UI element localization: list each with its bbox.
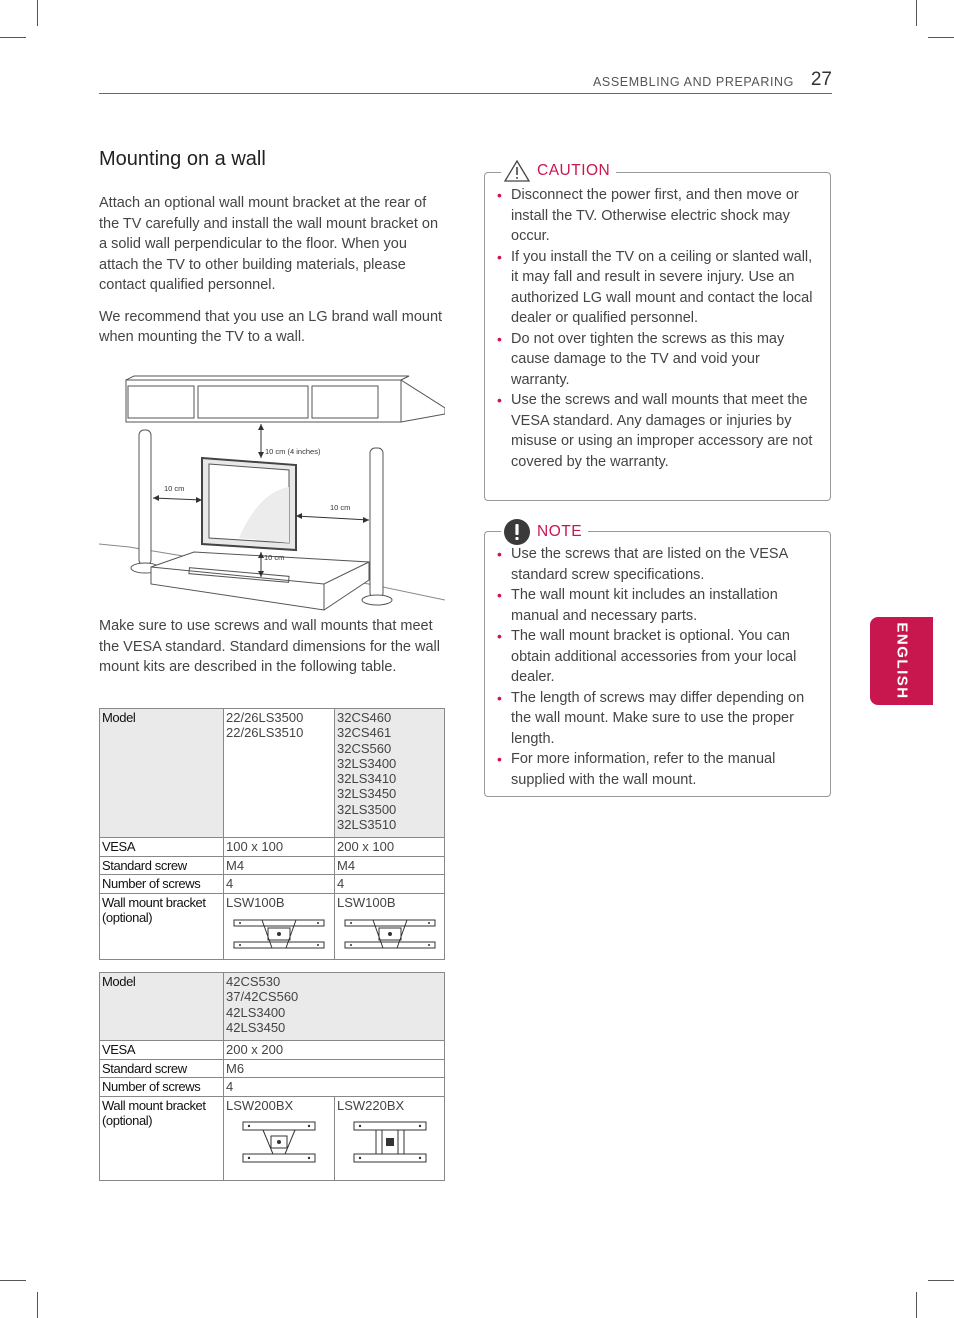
bracket-lsw220bx-icon [352,1119,428,1165]
bracket-cell [335,893,445,959]
crop-mark [0,37,26,38]
bracket-cell [224,893,335,959]
model-name: 42CS530 [226,974,281,989]
list-item [497,688,820,750]
language-tab-label: ENGLISH [893,622,910,700]
caution-heading [501,159,616,183]
crop-mark [37,1292,38,1318]
list-item [497,626,820,688]
model-name: 22/26LS3500 [226,710,304,725]
model-name: 32LS3510 [337,817,397,833]
table-cell: 100 x 100 [224,838,335,857]
caution-label: CAUTION [537,162,611,179]
table-cell: 4 [335,875,445,894]
section-name: ASSEMBLING AND PREPARING [592,75,794,89]
caution-text: Use the screws and wall mounts that meet the VESA standard. Any damages or injuries by misuse or using an improper accessory are not covered by the warranty. [511,392,813,470]
clearance-label-bottom: 10 cm [264,553,285,562]
left-column [99,148,445,359]
caution-text: Do not over tighten the screws as this may cause damage to the TV and void your warranty. [511,330,785,388]
row-label: Number of screws [100,875,224,894]
bracket-lsw100b-icon [232,916,326,952]
running-header [99,69,832,94]
bracket-name: LSW100B [226,894,285,910]
note-text: Use the screws that are listed on the VESA standard screw specifications. [511,546,788,583]
bullet-dot: • [497,587,502,603]
row-label: Model [100,709,224,838]
model-name: 32CS560 [337,740,392,756]
bullet-dot: • [497,187,502,203]
row-label: Wall mount bracket (optional) [100,893,224,959]
list-item [497,544,820,585]
table-row-vesa [100,838,445,857]
bullet-dot: • [497,628,502,644]
model-name: 42LS3450 [226,1019,286,1035]
table-row-bracket [100,893,445,959]
bracket-lsw100b-icon [343,916,437,952]
table-cell: 4 [224,875,335,894]
model-name: 32LS3410 [337,771,397,787]
bullet-dot: • [497,751,502,767]
exclamation-circle-icon [503,518,531,546]
model-name: 22/26LS3510 [226,725,304,741]
table-cell: M4 [335,856,445,875]
table-cell: M6 [224,1059,445,1078]
list-item [497,749,820,790]
model-name: 42LS3400 [226,1004,286,1020]
note-text: For more information, refer to the manual supplied with the wall mount. [511,751,776,788]
table-row-screw [100,856,445,875]
table-intro-paragraph: Make sure to use screws and wall mounts that meet the VESA standard. Standard dimensions for the wall mount kits are described in the following table. [99,618,440,675]
bracket-lsw200bx-icon [241,1119,317,1165]
table-cell: 4 [224,1078,445,1097]
row-label: VESA [100,1041,224,1060]
clearance-label-right: 10 cm [330,503,351,512]
table-cell: M4 [224,856,335,875]
list-item [497,185,820,247]
note-box [484,523,831,797]
note-text: The wall mount kit includes an installation manual and necessary parts. [511,587,778,624]
bracket-cell [224,1096,335,1180]
row-label: VESA [100,838,224,857]
row-label: Standard screw [100,856,224,875]
note-text: The length of screws may differ depending on the wall mount. Make sure to use the proper length. [511,689,805,747]
row-label: Standard screw [100,1059,224,1078]
bracket-name: LSW200BX [226,1097,294,1113]
bracket-name: LSW100B [337,894,396,910]
note-text: The wall mount bracket is optional. You can obtain additional accessories from your local dealer. [511,628,797,685]
model-cell [224,709,335,838]
crop-mark [916,0,917,26]
table-row-model [100,973,445,1041]
clearance-label-top: 10 cm (4 inches) [265,447,321,456]
table-row-screw [100,1059,445,1078]
row-label: Model [100,973,224,1041]
crop-mark [37,0,38,26]
model-name: 32LS3500 [337,801,397,817]
list-item [497,329,820,391]
clearance-label-left: 10 cm [164,484,185,493]
bullet-dot: • [497,248,502,265]
wall-mount-spec-table-2 [99,972,445,1181]
list-item [497,390,820,472]
model-name: 32LS3450 [337,786,397,802]
table-row-screw-count [100,1078,445,1097]
note-heading [501,518,588,546]
table-row-bracket [100,1096,445,1180]
bullet-dot: • [497,546,502,562]
caution-text: Disconnect the power first, and then move or install the TV. Otherwise electric shock may occur. [511,187,799,244]
model-cell [335,709,445,838]
language-tab [870,617,933,705]
warning-triangle-icon [503,159,531,183]
crop-mark [928,1280,954,1281]
model-name: 32CS460 [337,710,392,725]
note-label: NOTE [537,523,583,540]
wall-mount-clearance-diagram [99,372,445,614]
table-row-model [100,709,445,838]
row-label: Wall mount bracket (optional) [100,1096,224,1180]
bracket-name: LSW220BX [337,1097,405,1113]
model-name: 32LS3400 [337,755,397,771]
bullet-dot: • [497,392,502,408]
diagram-illustration [99,372,445,614]
section-title: Mounting on a wall [99,148,266,170]
caution-text: If you install the TV on a ceiling or slanted wall, it may fall and result in severe injury. Use an authorized LG wall mount and contact the local dealer or qualified personnel. [511,248,813,326]
caution-list [485,173,830,480]
model-name: 32CS461 [337,725,392,741]
table-row-vesa [100,1041,445,1060]
crop-mark [0,1280,26,1281]
intro-paragraph: Attach an optional wall mount bracket at the rear of the TV carefully and install the wall mount bracket on a solid wall perpendicular to the floor. When you attach the TV to other building materials, please contact qualified personnel. [99,195,439,293]
wall-mount-spec-table-1 [99,708,445,960]
list-item [497,585,820,626]
model-cell [224,973,445,1041]
crop-mark [916,1292,917,1318]
page-number: 27 [810,69,832,90]
bracket-cell [335,1096,445,1180]
caution-box [484,162,831,501]
table-cell: 200 x 100 [335,838,445,857]
row-label: Number of screws [100,1078,224,1097]
crop-mark [928,37,954,38]
model-name: 37/42CS560 [226,989,299,1005]
bullet-dot: • [497,689,502,706]
note-list [485,532,830,798]
list-item [497,247,820,329]
intro-paragraph: We recommend that you use an LG brand wall mount when mounting the TV to a wall. [99,308,443,345]
table-cell: 200 x 200 [224,1041,445,1060]
table-row-screw-count [100,875,445,894]
bullet-dot: • [497,330,502,347]
